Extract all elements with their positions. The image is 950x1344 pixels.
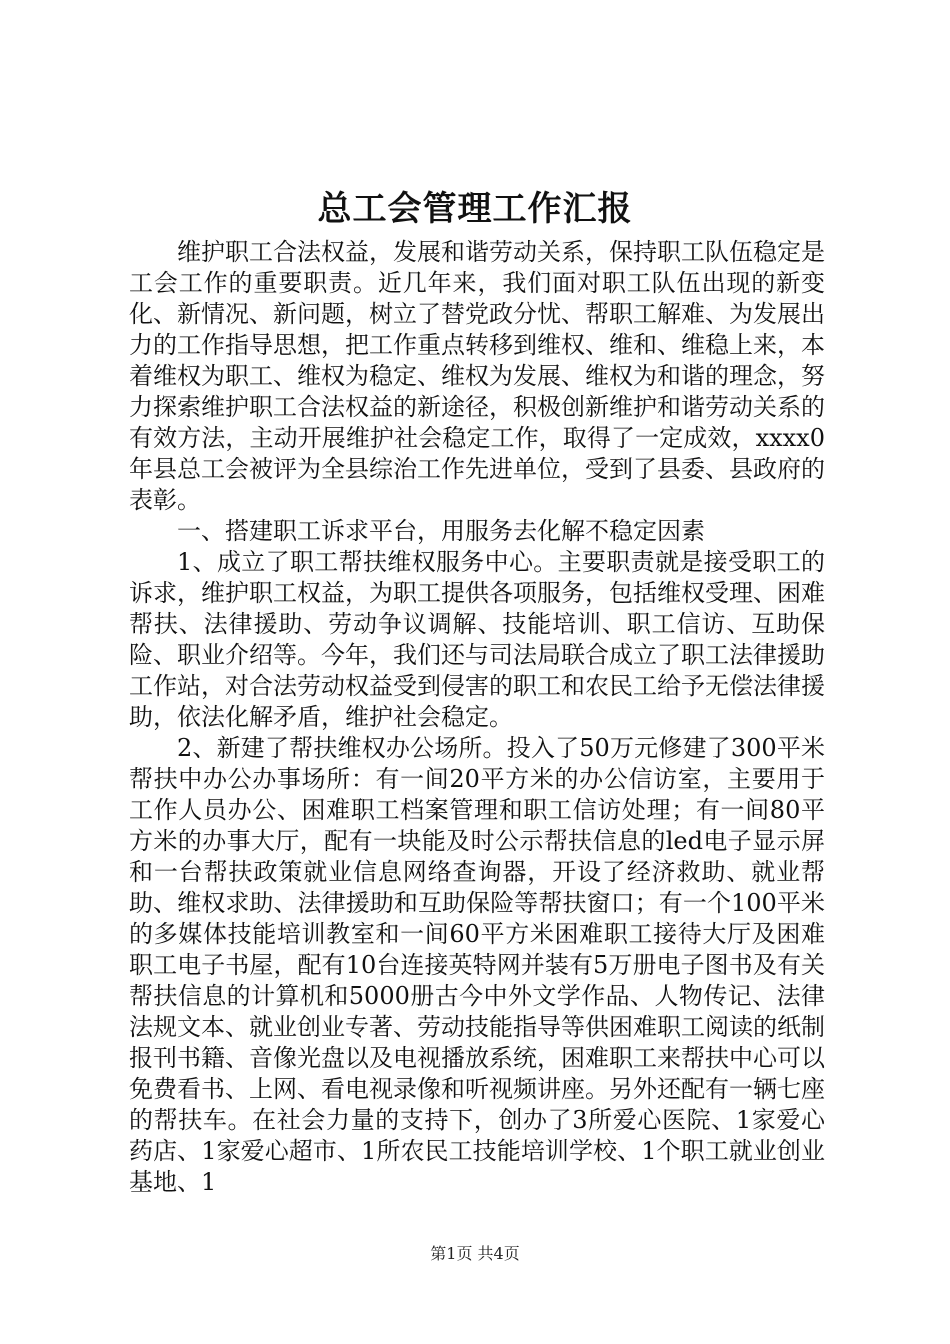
page-footer: 第1页 共4页: [430, 1244, 520, 1263]
paragraph-item-2: 2、新建了帮扶维权办公场所。投入了50万元修建了300平米帮扶中办公办事场所：有一间20平方米的办公信访室，主要用于工作人员办公、困难职工档案管理和职工信访处理；有一间80平方米的办事大厅，配有一块能及时公示帮扶信息的led电子显示屏和一台帮扶政策就业信息网络查询器，开设了经济救助、就业帮助、维权求助、法律援助和互助保险等帮扶窗口；有一个100平米的多媒体技能培训教室和一间60平方米困难职工接待大厅及困难职工电子书屋，配有10台连接英特网并装有5万册电子图书及有关帮扶信息的计算机和5000册古今中外文学作品、人物传记、法律法规文本、就业创业专著、劳动技能指导等供困难职工阅读的纸制报刊书籍、音像光盘以及电视播放系统，困难职工来帮扶中心可以免费看书、上网、看电视录像和听视频讲座。另外还配有一辆七座的帮扶车。在社会力量的支持下，创办了3所爱心医院、1家爱心药店、1家爱心超市、1所农民工技能培训学校、1个职工就业创业基地、1: [129, 734, 825, 1196]
paragraph-item-1: 1、成立了职工帮扶维权服务中心。主要职责就是接受职工的诉求，维护职工权益，为职工提供各项服务，包括维权受理、困难帮扶、法律援助、劳动争议调解、技能培训、职工信访、互助保险、职业介绍等。今年，我们还与司法局联合成立了职工法律援助工作站，对合法劳动权益受到侵害的职工和农民工给予无偿法律援助，依法化解矛盾，维护社会稳定。: [129, 548, 825, 731]
document-body: [129, 237, 825, 1198]
intro-paragraph: 维护职工合法权益，发展和谐劳动关系，保持职工队伍稳定是工会工作的重要职责。近几年来，我们面对职工队伍出现的新变化、新情况、新问题，树立了替党政分忧、帮职工解难、为发展出力的工作指导思想，把工作重点转移到维权、维和、维稳上来，本着维权为职工、维权为稳定、维权为发展、维权为和谐的理念，努力探索维护职工合法权益的新途径，积极创新维护和谐劳动关系的有效方法，主动开展维护社会稳定工作，取得了一定成效，xxxx0年县总工会被评为全县综治工作先进单位，受到了县委、县政府的表彰。: [129, 238, 825, 514]
document-title: 总工会管理工作汇报: [317, 189, 633, 229]
section-heading-1: 一、搭建职工诉求平台，用服务去化解不稳定因素: [177, 517, 705, 545]
